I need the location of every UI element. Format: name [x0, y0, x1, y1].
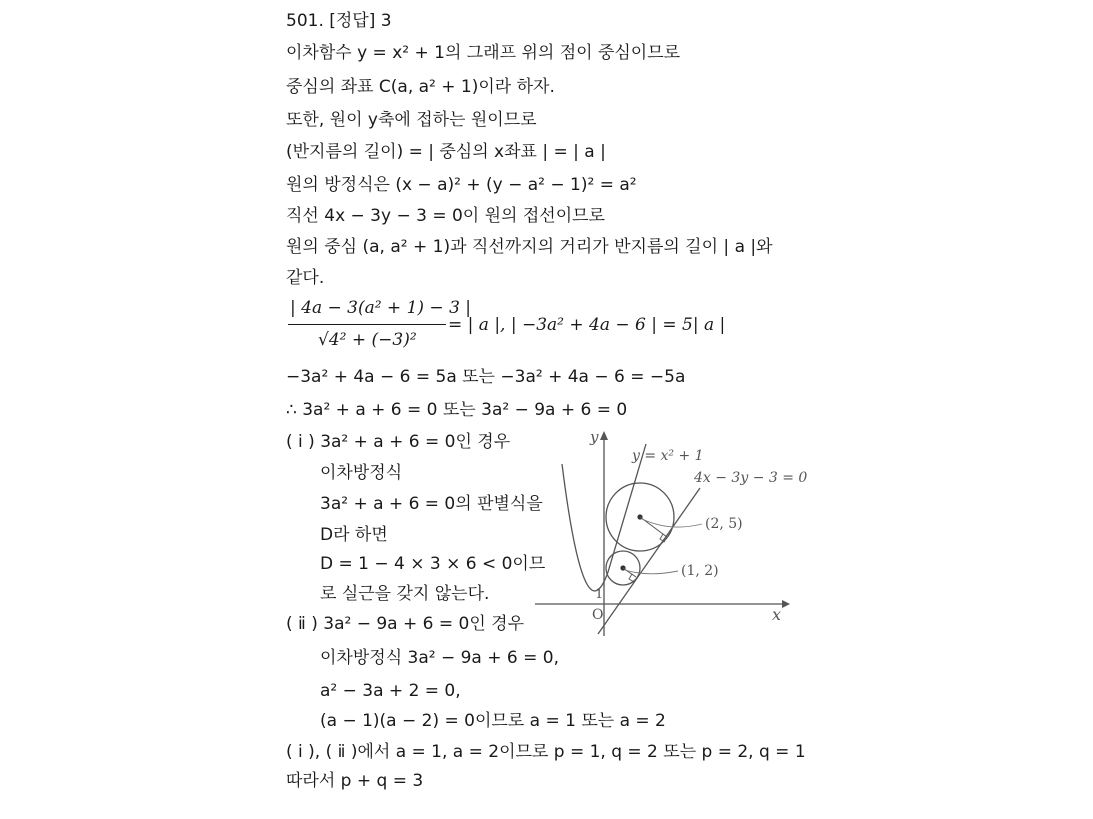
answer-header: 501. [정답] 3	[286, 11, 392, 31]
line-9: −3a² + 4a − 6 = 5a 또는 −3a² + 4a − 6 = −5a	[286, 367, 686, 387]
fraction-denominator: √4² + (−3)²	[318, 330, 417, 350]
center-small-label: (1, 2)	[681, 563, 719, 579]
y-axis-arrow	[600, 431, 608, 440]
line-7: 원의 중심 (a, a² + 1)과 직선까지의 거리가 반지름의 길이 | a |와	[286, 237, 773, 257]
line-3: 또한, 원이 y축에 접하는 원이므로	[286, 110, 537, 130]
final-answer: 따라서 p + q = 3	[286, 771, 424, 791]
case1-line: 3a² + a + 6 = 0의 판별식을	[320, 494, 543, 514]
leader-line	[642, 519, 702, 527]
line-8: 같다.	[286, 268, 325, 288]
line-10: ∴ 3a² + a + 6 = 0 또는 3a² − 9a + 6 = 0	[286, 400, 628, 420]
line-1: 이차함수 y = x² + 1의 그래프 위의 점이 중심이므로	[286, 43, 681, 63]
fraction-bar	[288, 324, 446, 325]
case2-line: (a − 1)(a − 2) = 0이므로 a = 1 또는 a = 2	[320, 711, 666, 731]
tangent-line	[598, 488, 700, 634]
tick-one-label: 1	[595, 587, 604, 602]
line-5: 원의 방정식은 (x − a)² + (y − a² − 1)² = a²	[286, 175, 637, 195]
origin-label: O	[592, 607, 604, 623]
case1-title: ( ⅰ ) 3a² + a + 6 = 0인 경우	[286, 432, 511, 452]
y-axis-label: y	[590, 428, 599, 446]
line-4: (반지름의 길이) = | 중심의 x좌표 | = | a |	[286, 142, 606, 162]
fraction-numerator: | 4a − 3(a² + 1) − 3 |	[290, 298, 472, 318]
parabola-label: y = x² + 1	[632, 448, 704, 464]
conclusion-line: ( ⅰ ), ( ⅱ )에서 a = 1, a = 2이므로 p = 1, q = 2 또는 p = 2, q = 1	[286, 742, 806, 762]
line-6: 직선 4x − 3y − 3 = 0이 원의 접선이므로	[286, 206, 605, 226]
graph-figure	[530, 425, 820, 640]
case2-title: ( ⅱ ) 3a² − 9a + 6 = 0인 경우	[286, 614, 524, 634]
case2-line: 이차방정식 3a² − 9a + 6 = 0,	[320, 648, 559, 668]
case1-line: D라 하면	[320, 525, 388, 545]
line-label: 4x − 3y − 3 = 0	[694, 470, 808, 486]
case1-line: D = 1 − 4 × 3 × 6 < 0이므	[320, 554, 546, 574]
case2-line: a² − 3a + 2 = 0,	[320, 681, 461, 701]
x-axis-label: x	[772, 605, 782, 624]
fraction-rhs: = | a |, | −3a² + 4a − 6 | = 5| a |	[448, 315, 726, 335]
center-large-label: (2, 5)	[705, 516, 743, 532]
leader-line	[625, 570, 678, 574]
case1-line: 이차방정식	[320, 463, 403, 483]
line-2: 중심의 좌표 C(a, a² + 1)이라 하자.	[286, 77, 555, 97]
case1-line: 로 실근을 갖지 않는다.	[320, 584, 490, 604]
x-axis-arrow	[782, 600, 790, 608]
